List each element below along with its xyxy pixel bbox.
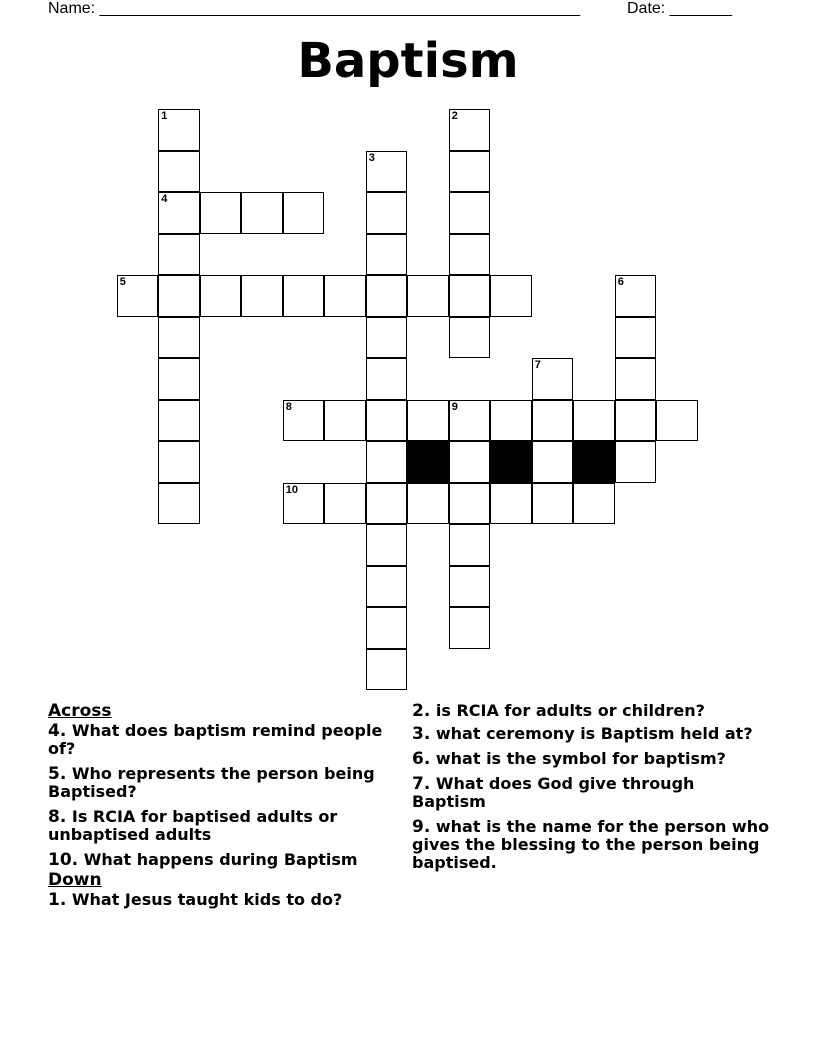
answer-cell[interactable]: [532, 400, 574, 442]
answer-cell[interactable]: [615, 317, 657, 359]
answer-cell[interactable]: [158, 358, 200, 400]
clue-number: 4: [161, 193, 168, 206]
answer-cell[interactable]: [366, 607, 408, 649]
answer-cell[interactable]: [615, 275, 657, 317]
answer-cell[interactable]: [283, 400, 325, 442]
down-heading: Down: [48, 870, 102, 890]
answer-cell[interactable]: [366, 151, 408, 193]
answer-cell[interactable]: [449, 566, 491, 608]
clue-across-5: 5. Who represents the person being Baptised?: [48, 764, 375, 801]
answer-cell[interactable]: [449, 524, 491, 566]
answer-cell[interactable]: [449, 441, 491, 483]
blocked-cell: [407, 441, 449, 483]
answer-cell[interactable]: [158, 151, 200, 193]
answer-cell[interactable]: [241, 192, 283, 234]
answer-cell[interactable]: [449, 151, 491, 193]
answer-cell[interactable]: [407, 483, 449, 525]
answer-cell[interactable]: [158, 234, 200, 276]
answer-cell[interactable]: [449, 317, 491, 359]
answer-cell[interactable]: [407, 400, 449, 442]
answer-cell[interactable]: [366, 275, 408, 317]
clue-number: 9: [451, 400, 458, 413]
answer-cell[interactable]: [241, 275, 283, 317]
clue-number: 2: [451, 110, 458, 123]
answer-cell[interactable]: [407, 275, 449, 317]
answer-cell[interactable]: [449, 400, 491, 442]
clue-number: 10: [285, 483, 298, 496]
answer-cell[interactable]: [324, 275, 366, 317]
answer-cell[interactable]: [615, 358, 657, 400]
puzzle-title: Baptism: [297, 33, 519, 89]
answer-cell[interactable]: [573, 483, 615, 525]
clue-down-3: 3. what ceremony is Baptism held at?: [412, 724, 753, 744]
clue-down-2: 2. is RCIA for adults or children?: [412, 701, 705, 721]
clue-down-7: 7. What does God give through Baptism: [412, 774, 695, 811]
answer-cell[interactable]: [490, 400, 532, 442]
clue-down-6: 6. what is the symbol for baptism?: [412, 749, 726, 769]
answer-cell[interactable]: [532, 358, 574, 400]
answer-cell[interactable]: [158, 317, 200, 359]
answer-cell[interactable]: [158, 192, 200, 234]
answer-cell[interactable]: [449, 234, 491, 276]
answer-cell[interactable]: [366, 524, 408, 566]
answer-cell[interactable]: [449, 192, 491, 234]
answer-cell[interactable]: [449, 483, 491, 525]
date-field-label: Date: _______: [627, 0, 732, 17]
answer-cell[interactable]: [490, 275, 532, 317]
name-field-label: Name: ______________________________________________________: [48, 0, 581, 17]
answer-cell[interactable]: [366, 483, 408, 525]
clue-across-4: 4. What does baptism remind people of?: [48, 721, 383, 758]
answer-cell[interactable]: [366, 566, 408, 608]
blocked-cell: [490, 441, 532, 483]
clues-column-right: [412, 702, 772, 879]
answer-cell[interactable]: [158, 109, 200, 151]
answer-cell[interactable]: [656, 400, 698, 442]
clue-across-10: 10. What happens during Baptism: [48, 850, 358, 870]
answer-cell[interactable]: [366, 358, 408, 400]
clue-number: 8: [285, 400, 292, 413]
answer-cell[interactable]: [449, 607, 491, 649]
answer-cell[interactable]: [366, 400, 408, 442]
across-heading: Across: [48, 701, 112, 721]
clue-down-1: 1. What Jesus taught kids to do?: [48, 890, 343, 910]
answer-cell[interactable]: [532, 441, 574, 483]
clue-number: 7: [534, 359, 541, 372]
answer-cell[interactable]: [158, 275, 200, 317]
blocked-cell: [573, 441, 615, 483]
answer-cell[interactable]: [573, 400, 615, 442]
clue-number: 1: [161, 110, 168, 123]
answer-cell[interactable]: [615, 441, 657, 483]
answer-cell[interactable]: [158, 441, 200, 483]
clue-number: 3: [368, 151, 375, 164]
clue-number: 5: [119, 276, 126, 289]
answer-cell[interactable]: [366, 441, 408, 483]
answer-cell[interactable]: [283, 275, 325, 317]
answer-cell[interactable]: [449, 275, 491, 317]
answer-cell[interactable]: [366, 192, 408, 234]
clue-down-9: 9. what is the name for the person who gives the blessing to the person being baptised.: [412, 817, 770, 872]
answer-cell[interactable]: [117, 275, 159, 317]
answer-cell[interactable]: [490, 483, 532, 525]
answer-cell[interactable]: [366, 234, 408, 276]
clue-across-8: 8. Is RCIA for baptised adults or unbaptised adults: [48, 807, 338, 844]
answer-cell[interactable]: [158, 400, 200, 442]
clue-number: 6: [617, 276, 624, 289]
answer-cell[interactable]: [324, 400, 366, 442]
answer-cell[interactable]: [200, 275, 242, 317]
answer-cell[interactable]: [449, 109, 491, 151]
answer-cell[interactable]: [283, 483, 325, 525]
clues-column-left: [48, 702, 398, 916]
answer-cell[interactable]: [366, 649, 408, 691]
answer-cell[interactable]: [283, 192, 325, 234]
answer-cell[interactable]: [366, 317, 408, 359]
answer-cell[interactable]: [615, 400, 657, 442]
answer-cell[interactable]: [158, 483, 200, 525]
answer-cell[interactable]: [324, 483, 366, 525]
answer-cell[interactable]: [200, 192, 242, 234]
answer-cell[interactable]: [532, 483, 574, 525]
